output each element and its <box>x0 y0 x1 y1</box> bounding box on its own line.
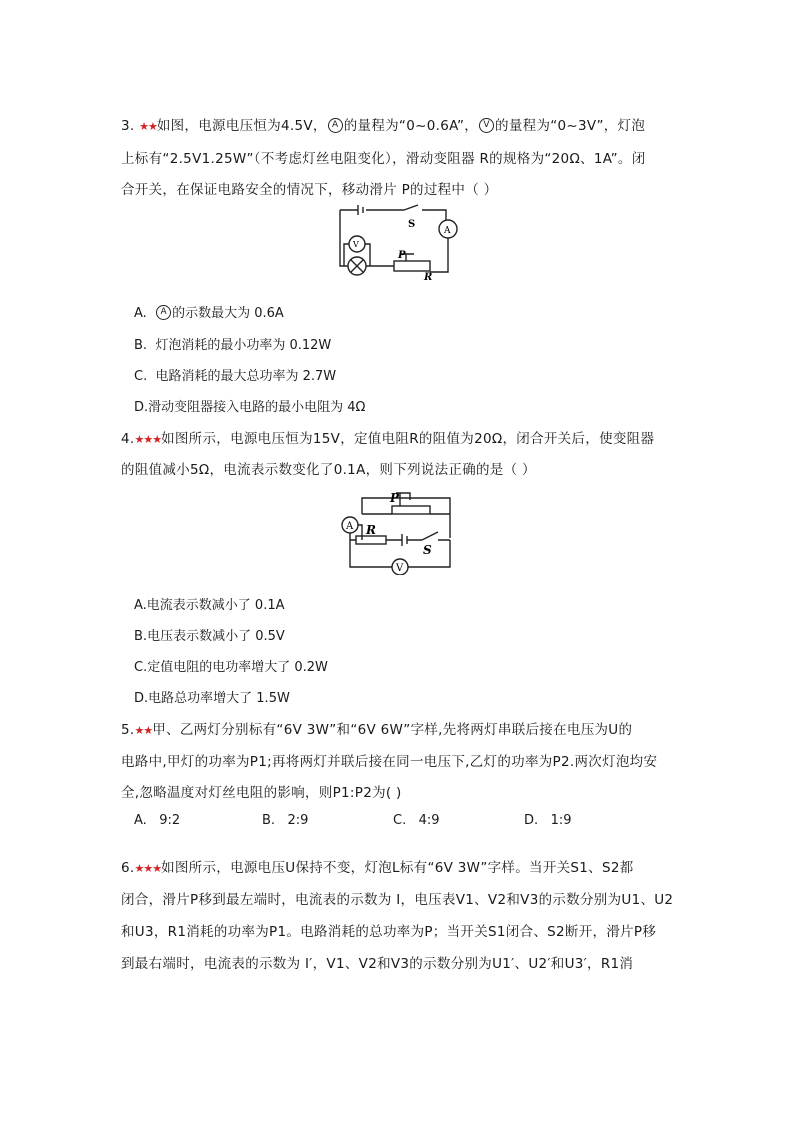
voltmeter-symbol-icon: V <box>479 118 494 133</box>
q3-line-3: 合开关，在保证电路安全的情况下，移动滑片 P的过程中（ ） <box>121 182 498 198</box>
q4-option-c[interactable]: C.定值电阻的电功率增大了 0.2W <box>134 660 328 675</box>
q4-option-a[interactable]: A.电流表示数减小了 0.1A <box>134 598 285 613</box>
q3-voltmeter-label: V <box>353 240 359 249</box>
q3-line-1: 3. ★★如图，电源电压恒为4.5V， A 的量程为“0~0.6A”， V 的量程为“0~3V”，灯泡 <box>121 118 646 134</box>
q3-switch-label: S <box>408 219 416 230</box>
q3-option-c[interactable]: C. 电路消耗的最大总功率为 2.7W <box>134 369 337 384</box>
q4-option-d[interactable]: D.电路总功率增大了 1.5W <box>134 691 290 706</box>
q5-line-3: 全,忽略温度对灯丝电阻的影响，则P1:P2为( ) <box>121 785 402 801</box>
q3-slider-label: P <box>398 250 406 261</box>
q4-slider-label: P <box>390 491 400 505</box>
q5-option-b[interactable]: B. 2:9 <box>262 813 309 828</box>
q3-option-d[interactable]: D.滑动变阻器接入电路的最小电阻为 4Ω <box>134 400 366 415</box>
q4-switch-label: S <box>423 543 432 557</box>
q5-option-c[interactable]: C. 4:9 <box>393 813 440 828</box>
q3-circuit-diagram <box>334 202 464 282</box>
q3-option-a[interactable]: A. A 的示数最大为 0.6A <box>134 306 284 321</box>
q3-option-b[interactable]: B. 灯泡消耗的最小功率为 0.12W <box>134 338 332 353</box>
q4-line-1: 4.★★★如图所示，电源电压恒为15V，定值电阻R的阻值为20Ω，闭合开关后，使变阻器 <box>121 431 655 447</box>
q4-ammeter-label: A <box>346 521 354 532</box>
q6-difficulty-stars: ★★★ <box>134 862 162 875</box>
ammeter-symbol-icon: A <box>328 118 343 133</box>
q4-line-2: 的阻值减小5Ω，电流表示数变化了0.1A，则下列说法正确的是（ ） <box>121 462 536 478</box>
q4-voltmeter-label: V <box>396 563 404 574</box>
q3-difficulty-stars: ★★ <box>139 120 157 133</box>
q5-line-2: 电路中,甲灯的功率为P1;再将两灯并联后接在同一电压下,乙灯的功率为P2.两次灯泡均安 <box>121 754 658 770</box>
q4-circuit-diagram <box>338 490 458 575</box>
q5-option-d[interactable]: D. 1:9 <box>524 813 572 828</box>
q6-line-4: 到最右端时，电流表的示数为 I′，V1、V2和V3的示数分别为U1′、U2′和U3′，R1消 <box>121 956 634 972</box>
q6-line-2: 闭合，滑片P移到最左端时，电流表的示数为 I，电压表V1、V2和V3的示数分别为U1、U2 <box>121 892 674 908</box>
q5-number: 5. <box>121 722 135 738</box>
q5-line-1: 5.★★甲、乙两灯分别标有“6V 3W”和“6V 6W”字样,先将两灯串联后接在电压为U的 <box>121 722 633 738</box>
q5-option-a[interactable]: A. 9:2 <box>134 813 181 828</box>
q6-number: 6. <box>121 860 135 876</box>
q4-difficulty-stars: ★★★ <box>134 433 162 446</box>
q5-difficulty-stars: ★★ <box>134 724 153 737</box>
q4-number: 4. <box>121 431 135 447</box>
q3-resistor-label: R <box>424 272 433 282</box>
q3-line-2: 上标有“2.5V1.25W”（不考虑灯丝电阻变化），滑动变阻器 R的规格为“20Ω、1A”。闭 <box>121 151 646 167</box>
q4-resistor-label: R <box>366 523 376 537</box>
q3-ammeter-label: A <box>444 226 451 236</box>
ammeter-symbol-icon: A <box>156 305 171 320</box>
q6-line-3: 和U3，R1消耗的功率为P1。电路消耗的总功率为P；当开关S1闭合、S2断开，滑片P移 <box>121 924 657 940</box>
q4-option-b[interactable]: B.电压表示数减小了 0.5V <box>134 629 285 644</box>
q3-number: 3. <box>121 118 135 134</box>
q6-line-1: 6.★★★如图所示，电源电压U保持不变，灯泡L标有“6V 3W”字样。当开关S1、S2都 <box>121 860 634 876</box>
